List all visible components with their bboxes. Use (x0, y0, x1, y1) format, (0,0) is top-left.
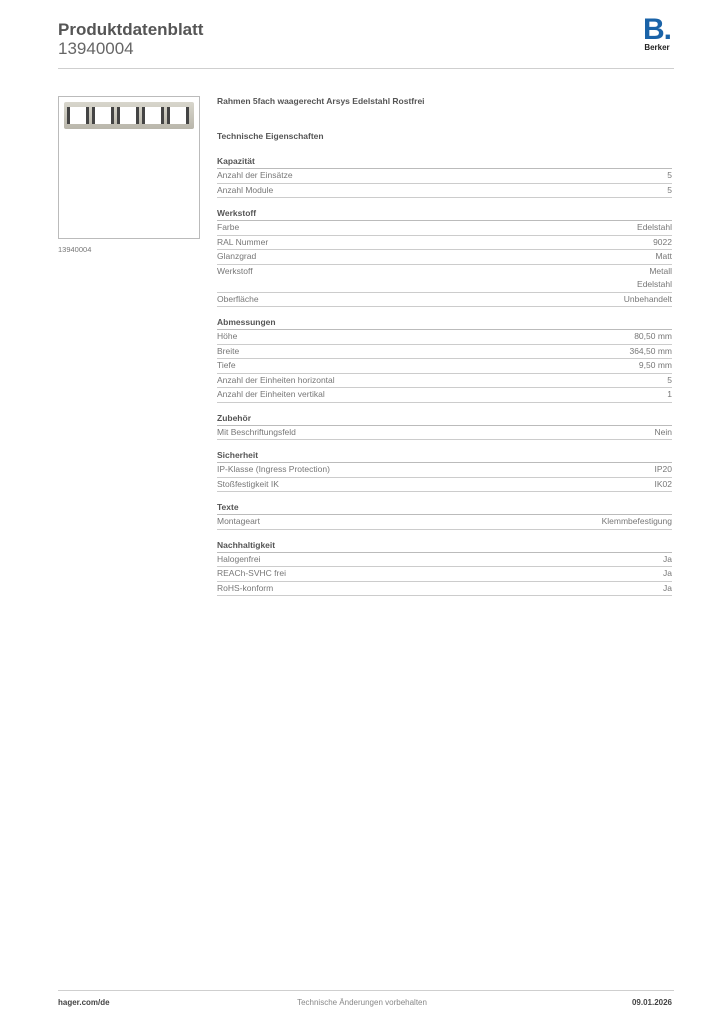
spec-section (217, 155, 672, 198)
section-title: Abmessungen (217, 316, 672, 330)
spec-label: REACh-SVHC frei (217, 568, 286, 578)
spec-value: Unbehandelt (623, 293, 672, 304)
spec-label: Tiefe (217, 360, 236, 370)
logo-text: Berker (644, 43, 670, 52)
spec-row (217, 426, 672, 441)
logo-letter: B (642, 13, 664, 46)
spec-value: 5 (667, 170, 672, 180)
product-number: 13940004 (58, 39, 134, 58)
page-title: Produktdatenblatt (58, 20, 204, 39)
spec-row (217, 293, 672, 308)
spec-label: Halogenfrei (217, 553, 261, 564)
spec-row (217, 567, 672, 582)
spec-row (217, 250, 672, 265)
spec-value: 5 (667, 374, 672, 385)
spec-row (217, 221, 672, 236)
berker-logo (640, 13, 674, 52)
spec-value: 80,50 mm (634, 331, 672, 341)
spec-value: 1 (667, 389, 672, 399)
spec-row (217, 478, 672, 493)
spec-label: Oberfläche (217, 293, 259, 304)
spec-value: Metall Edelstahl (637, 265, 672, 289)
spec-row (217, 463, 672, 478)
logo-dot: . (663, 13, 671, 46)
product-name: Rahmen 5fach waagerecht Arsys Edelstahl Rostfrei (217, 96, 425, 106)
spec-section (217, 207, 672, 307)
spec-label: Anzahl Module (217, 184, 274, 195)
spec-label: Höhe (217, 331, 238, 341)
spec-value: Ja (663, 553, 672, 564)
spec-value: IP20 (654, 464, 672, 474)
section-title: Werkstoff (217, 207, 672, 221)
spec-row (217, 388, 672, 403)
spec-section (217, 539, 672, 597)
spec-value: IK02 (654, 478, 672, 489)
spec-label: Breite (217, 345, 240, 356)
section-title: Kapazität (217, 155, 672, 169)
section-title: Sicherheit (217, 449, 672, 463)
spec-row (217, 345, 672, 360)
product-details (217, 96, 672, 605)
spec-section (217, 412, 672, 441)
tech-heading: Technische Eigenschaften (217, 131, 324, 141)
spec-label: Montageart (217, 516, 260, 526)
spec-value: 5 (667, 184, 672, 195)
spec-label: IP-Klasse (Ingress Protection) (217, 464, 330, 474)
spec-row (217, 359, 672, 374)
spec-label: Werkstoff (217, 265, 253, 276)
spec-sections (217, 155, 672, 596)
spec-label: Farbe (217, 222, 240, 232)
spec-row (217, 374, 672, 389)
product-image (58, 96, 200, 239)
spec-label: Anzahl der Einsätze (217, 170, 293, 180)
footer-divider (58, 990, 674, 991)
spec-value: Klemmbefestigung (601, 516, 672, 526)
section-title: Zubehör (217, 412, 672, 426)
spec-row (217, 582, 672, 597)
spec-value: Matt (655, 251, 672, 261)
spec-value: Ja (663, 582, 672, 593)
spec-section (217, 501, 672, 530)
spec-value: 9022 (653, 236, 672, 247)
image-caption: 13940004 (58, 245, 92, 254)
footer-note: Technische Änderungen vorbehalten (297, 998, 427, 1007)
section-title: Nachhaltigkeit (217, 539, 672, 553)
spec-value: 364,50 mm (629, 345, 672, 356)
spec-label: Glanzgrad (217, 251, 257, 261)
spec-label: RAL Nummer (217, 236, 269, 247)
spec-label: Mit Beschriftungsfeld (217, 426, 296, 437)
spec-row (217, 515, 672, 530)
spec-label: Anzahl der Einheiten vertikal (217, 389, 325, 399)
spec-row (217, 236, 672, 251)
spec-value: 9,50 mm (638, 360, 672, 370)
spec-section (217, 449, 672, 492)
spec-section (217, 316, 672, 403)
footer-website[interactable]: hager.com/de (58, 998, 110, 1007)
spec-value: Edelstahl (637, 222, 672, 232)
footer-date: 09.01.2026 (631, 998, 672, 1007)
spec-row (217, 553, 672, 568)
section-title: Texte (217, 501, 672, 515)
spec-value: Nein (654, 426, 672, 437)
spec-label: Stoßfestigkeit IK (217, 478, 279, 489)
spec-row (217, 184, 672, 199)
header-divider (58, 68, 674, 69)
spec-value: Ja (663, 568, 672, 578)
spec-label: RoHS-konform (217, 582, 274, 593)
spec-row (217, 265, 672, 293)
spec-label: Anzahl der Einheiten horizontal (217, 374, 335, 385)
frame-picture (64, 102, 194, 129)
spec-row (217, 330, 672, 345)
spec-row (217, 169, 672, 184)
